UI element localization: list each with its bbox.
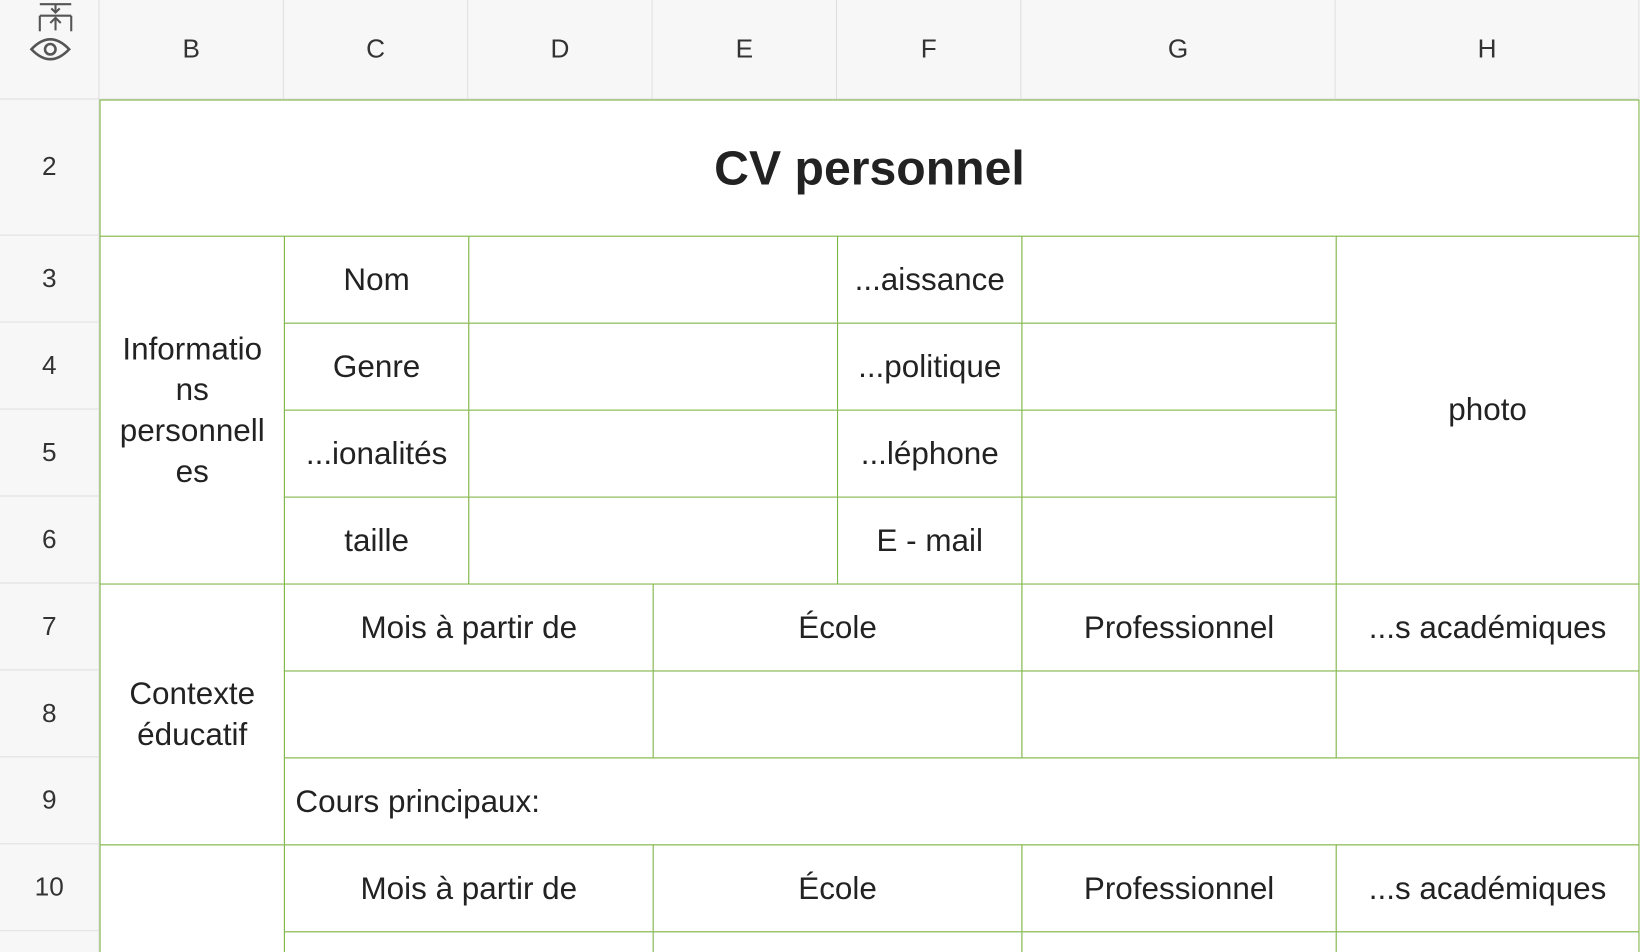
photo-cell[interactable]: photo	[1336, 236, 1640, 585]
edu-ecole-header-cell[interactable]: École	[653, 584, 1023, 672]
value-telephone-cell[interactable]	[1021, 410, 1336, 498]
cv-title-cell[interactable]: CV personnel	[100, 100, 1640, 237]
column-header-f[interactable]: F	[837, 0, 1021, 100]
value-nom-cell[interactable]	[468, 236, 838, 324]
column-header-c[interactable]: C	[284, 0, 468, 100]
visibility-eye-icon[interactable]	[29, 36, 71, 63]
section-next-cell[interactable]	[100, 844, 285, 952]
edu2-professionnel-value-cell[interactable]	[1021, 931, 1336, 952]
collapse-rows-icon[interactable]	[38, 2, 74, 31]
value-taille-cell[interactable]	[468, 497, 838, 585]
label-telephone-cell[interactable]: ...léphone	[837, 410, 1022, 498]
edu-ecole-value-cell[interactable]	[653, 670, 1023, 758]
label-naissance-cell[interactable]: ...aissance	[837, 236, 1022, 324]
row-header-4[interactable]: 4	[0, 323, 100, 410]
row-header-2[interactable]: 2	[0, 100, 100, 236]
value-email-cell[interactable]	[1021, 497, 1336, 585]
edu-mois-value-cell[interactable]	[284, 670, 654, 758]
row-header-3[interactable]: 3	[0, 236, 100, 323]
value-naissance-cell[interactable]	[1021, 236, 1336, 324]
edu-professionnel-header-cell[interactable]: Professionnel	[1021, 584, 1336, 672]
column-header-d[interactable]: D	[468, 0, 652, 100]
label-politique-cell[interactable]: ...politique	[837, 323, 1022, 411]
label-nom-cell[interactable]: Nom	[284, 236, 469, 324]
value-genre-cell[interactable]	[468, 323, 838, 411]
edu-mois-header-cell[interactable]: Mois à partir de	[284, 584, 654, 672]
label-email-cell[interactable]: E - mail	[837, 497, 1022, 585]
column-header-e[interactable]: E	[653, 0, 837, 100]
row-header-9[interactable]: 9	[0, 757, 100, 844]
edu-academiques-value-cell[interactable]	[1336, 670, 1640, 758]
edu2-mois-value-cell[interactable]	[284, 931, 654, 952]
column-header-g[interactable]: G	[1021, 0, 1335, 100]
row-header-7[interactable]: 7	[0, 584, 100, 671]
select-all-corner[interactable]	[0, 0, 100, 100]
label-taille-cell[interactable]: taille	[284, 497, 469, 585]
edu-academiques-header-cell[interactable]: ...s académiques	[1336, 584, 1640, 672]
edu2-mois-header-cell[interactable]: Mois à partir de	[284, 844, 654, 932]
value-politique-cell[interactable]	[1021, 323, 1336, 411]
row-header-8[interactable]: 8	[0, 670, 100, 757]
section-personal-info[interactable]: Informatio ns personnell es	[100, 236, 285, 585]
row-header-11[interactable]	[0, 931, 100, 952]
row-header-5[interactable]: 5	[0, 410, 100, 497]
row-header-10[interactable]: 10	[0, 844, 100, 931]
edu2-academiques-header-cell[interactable]: ...s académiques	[1336, 844, 1640, 932]
section-education[interactable]: Contexte éducatif	[100, 584, 285, 846]
edu-professionnel-value-cell[interactable]	[1021, 670, 1336, 758]
cours-principaux-cell[interactable]: Cours principaux:	[284, 757, 1640, 845]
row-header-6[interactable]: 6	[0, 497, 100, 584]
column-header-h[interactable]: H	[1336, 0, 1640, 100]
edu2-professionnel-header-cell[interactable]: Professionnel	[1021, 844, 1336, 932]
label-nationalites-cell[interactable]: ...ionalités	[284, 410, 469, 498]
column-header-b[interactable]: B	[100, 0, 284, 100]
edu2-ecole-value-cell[interactable]	[653, 931, 1023, 952]
edu2-ecole-header-cell[interactable]: École	[653, 844, 1023, 932]
value-nationalites-cell[interactable]	[468, 410, 838, 498]
edu2-academiques-value-cell[interactable]	[1336, 931, 1640, 952]
label-genre-cell[interactable]: Genre	[284, 323, 469, 411]
